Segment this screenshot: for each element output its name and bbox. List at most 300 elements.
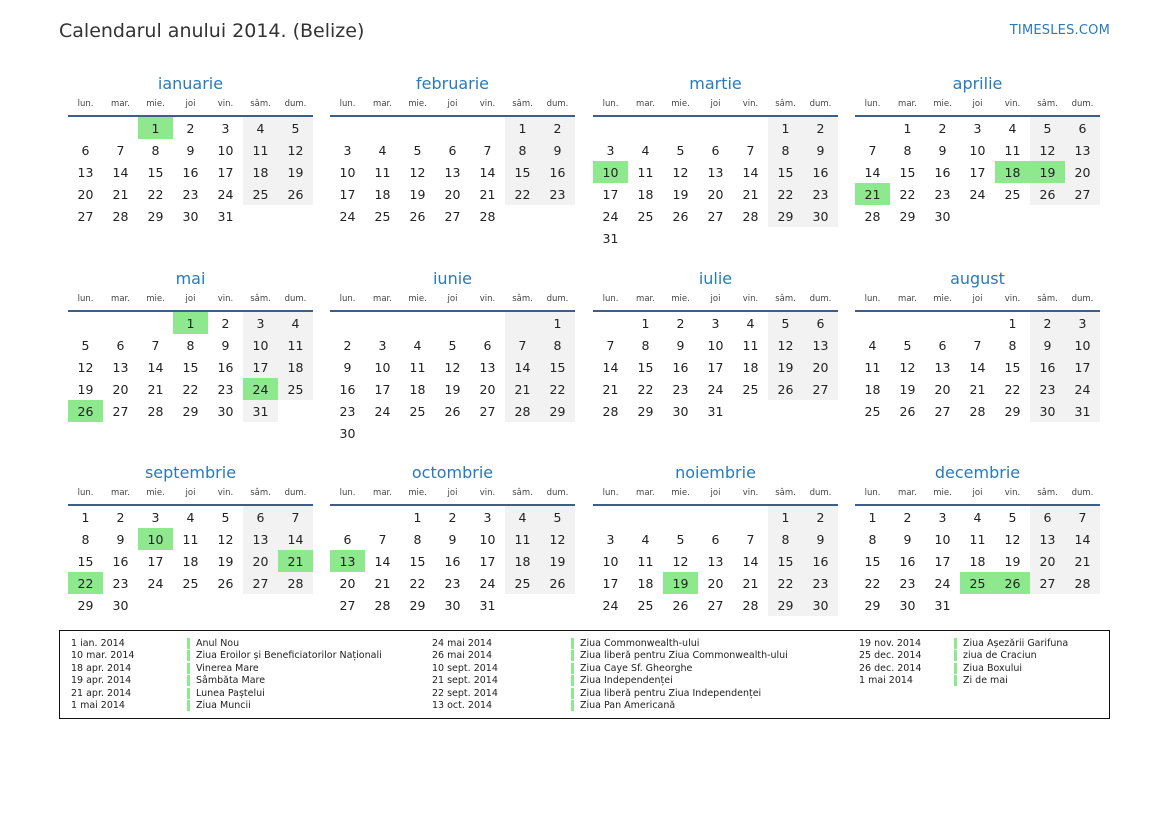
holiday-date: 19 nov. 2014 [859,638,922,649]
day-cell: 31 [217,208,234,224]
weekday-header: mie. [138,292,173,311]
day-cell: 23 [182,186,199,202]
day-cell: 14 [505,356,540,378]
day-cell: 13 [803,334,838,356]
weekday-header: joi [173,486,208,505]
day-cell: 1 [903,120,912,136]
weekday-header: mar. [103,292,138,311]
day-cell: 28 [864,208,881,224]
day-cell: 1 [505,116,540,139]
empty-cell [435,422,470,444]
day-cell: 31 [1065,400,1100,422]
day-cell: 6 [938,337,947,353]
empty-cell [278,400,313,422]
day-cell: 9 [803,528,838,550]
day-cell: 26 [444,403,461,419]
week-row [855,505,1100,528]
weekday-header: vin. [470,486,505,505]
day-cell: 16 [934,164,951,180]
week-row [855,116,1100,139]
day-cell: 23 [934,186,951,202]
day-cell: 29 [77,597,94,613]
day-cell: 24 [707,381,724,397]
holiday-name: ziua de Craciun [963,650,1037,662]
day-cell: 3 [606,142,615,158]
week-row [855,528,1100,550]
weekday-header: joi [960,486,995,505]
week-row [593,505,838,528]
day-cell: 14 [1065,528,1100,550]
day-cell: 6 [81,142,90,158]
day-cell: 21 [278,550,313,572]
week-row [855,594,1100,616]
day-cell: 27 [112,403,129,419]
day-cell: 11 [969,531,986,547]
weekday-header: vin. [733,486,768,505]
day-cell: 9 [676,337,685,353]
day-cell: 5 [903,337,912,353]
day-cell: 17 [243,356,278,378]
day-cell: 7 [1065,505,1100,528]
day-cell: 2 [116,509,125,525]
day-cell: 16 [672,359,689,375]
day-cell: 3 [606,531,615,547]
month-august [855,268,1100,422]
day-cell: 17 [707,359,724,375]
day-cell: 28 [147,403,164,419]
weekday-header: joi [173,292,208,311]
month-februarie [330,73,575,227]
day-cell: 25 [409,403,426,419]
empty-cell [470,311,505,334]
day-cell: 10 [243,334,278,356]
day-cell: 1 [173,311,208,334]
empty-cell [733,400,768,422]
empty-cell [365,311,400,334]
day-cell: 1 [138,116,173,139]
day-cell: 12 [1030,139,1065,161]
day-cell: 10 [593,161,628,183]
day-cell: 4 [868,337,877,353]
weekday-header: joi [698,292,733,311]
week-row [330,550,575,572]
day-cell: 21 [602,381,619,397]
site-link[interactable]: TIMESLES.COM [1009,23,1110,38]
empty-cell [173,594,208,616]
day-cell: 22 [409,575,426,591]
week-row [330,378,575,400]
day-cell: 28 [112,208,129,224]
day-cell: 30 [217,403,234,419]
day-cell: 17 [602,186,619,202]
holiday-date: 25 dec. 2014 [859,650,922,662]
weekday-header: sâm. [1030,97,1065,116]
day-cell: 25 [278,378,313,400]
day-cell: 18 [374,186,391,202]
empty-cell [733,505,768,528]
day-cell: 3 [243,311,278,334]
day-cell: 4 [243,116,278,139]
day-cell: 20 [444,186,461,202]
month-grid [593,486,838,616]
holiday-name: Ziua Eroilor și Beneficiatorilor Naționali [196,650,382,662]
day-cell: 11 [637,164,654,180]
empty-cell [995,594,1030,616]
holiday-marker [954,675,957,686]
month-iulie [593,268,838,422]
month-grid [855,486,1100,616]
holiday-name: Ziua Așezării Garifuna [963,638,1069,649]
empty-cell [698,505,733,528]
day-cell: 26 [768,378,803,400]
day-cell: 13 [243,528,278,550]
holiday-entry [187,688,382,700]
holiday-marker [187,675,190,686]
day-cell: 30 [182,208,199,224]
empty-cell [365,116,400,139]
day-cell: 24 [969,186,986,202]
day-cell: 17 [339,186,356,202]
day-cell: 15 [768,550,803,572]
day-cell: 24 [602,597,619,613]
holiday-name: Anul Nou [196,638,240,649]
weekday-header: vin. [733,292,768,311]
day-cell: 13 [112,359,129,375]
day-cell: 10 [602,553,619,569]
day-cell: 16 [182,164,199,180]
holiday-entry [954,675,1068,687]
day-cell: 26 [1030,183,1065,205]
week-row [68,356,313,378]
empty-cell [960,205,995,227]
day-cell: 11 [864,359,881,375]
week-row [330,334,575,356]
weekday-header: lun. [855,486,890,505]
day-cell: 5 [413,142,422,158]
day-cell: 1 [768,116,803,139]
weekday-header: mie. [663,292,698,311]
weekday-header: lun. [330,486,365,505]
day-cell: 20 [243,550,278,572]
day-cell: 9 [803,139,838,161]
empty-cell [68,116,103,139]
day-cell: 29 [768,594,803,616]
day-cell: 17 [1065,356,1100,378]
empty-cell [768,400,803,422]
day-cell: 19 [409,186,426,202]
week-row [855,139,1100,161]
day-cell: 2 [803,116,838,139]
weekday-header: mie. [925,486,960,505]
weekday-header: mar. [365,292,400,311]
holiday-name: Lunea Paștelui [196,687,265,699]
day-cell: 27 [707,208,724,224]
day-cell: 27 [803,378,838,400]
holiday-name: Ziua Pan Americană [580,699,676,711]
day-cell: 2 [1030,311,1065,334]
day-cell: 8 [151,142,160,158]
holiday-name: Ziua Independenței [580,675,673,687]
day-cell: 3 [711,315,720,331]
day-cell: 24 [243,378,278,400]
week-row [855,205,1100,227]
day-cell: 19 [444,381,461,397]
holiday-name: Ziua Boxului [963,662,1022,674]
empty-cell [365,422,400,444]
month-name: ianuarie [157,74,224,93]
holiday-entry [187,638,382,650]
day-cell: 27 [1065,183,1100,205]
day-cell: 20 [339,575,356,591]
empty-cell [540,594,575,616]
holiday-marker [571,700,574,711]
month-grid [330,486,575,616]
day-cell: 1 [868,509,877,525]
day-cell: 22 [505,183,540,205]
day-cell: 14 [742,164,759,180]
day-cell: 30 [934,208,951,224]
weekday-header: dum. [1065,486,1100,505]
weekday-header: joi [173,97,208,116]
day-cell: 12 [1004,531,1021,547]
holiday-entry [954,650,1068,662]
day-cell: 26 [217,575,234,591]
day-cell: 9 [343,359,352,375]
day-cell: 15 [77,553,94,569]
day-cell: 31 [243,400,278,422]
day-cell: 22 [637,381,654,397]
day-cell: 4 [413,337,422,353]
empty-cell [400,422,435,444]
empty-cell [593,505,628,528]
day-cell: 25 [243,183,278,205]
week-row [593,139,838,161]
day-cell: 12 [672,553,689,569]
week-row [68,311,313,334]
day-cell: 27 [243,572,278,594]
empty-cell [855,311,890,334]
day-cell: 8 [540,334,575,356]
empty-cell [925,311,960,334]
day-cell: 22 [864,575,881,591]
day-cell: 4 [378,142,387,158]
empty-cell [960,594,995,616]
weekday-header: vin. [995,292,1030,311]
day-cell: 20 [479,381,496,397]
day-cell: 1 [641,315,650,331]
day-cell: 22 [768,572,803,594]
holiday-marker [571,638,574,649]
holiday-marker [187,650,190,661]
day-cell: 28 [969,403,986,419]
day-cell: 23 [112,575,129,591]
empty-cell [505,422,540,444]
day-cell: 31 [934,597,951,613]
week-row [855,334,1100,356]
holiday-marker [954,663,957,674]
empty-cell [540,205,575,227]
week-row [855,550,1100,572]
holiday-marker [954,650,957,661]
day-cell: 12 [444,359,461,375]
weekday-header: sâm. [768,292,803,311]
weekday-header: lun. [855,97,890,116]
month-aprilie [855,73,1100,227]
weekday-header: lun. [593,97,628,116]
day-cell: 7 [973,337,982,353]
day-cell: 23 [803,572,838,594]
week-row [68,161,313,183]
day-cell: 20 [112,381,129,397]
weekday-header: joi [960,292,995,311]
holiday-date: 1 mai 2014 [859,675,913,687]
day-cell: 14 [864,164,881,180]
day-cell: 2 [676,315,685,331]
day-cell: 18 [505,550,540,572]
empty-cell [470,422,505,444]
month-decembrie [855,462,1100,616]
empty-cell [1065,594,1100,616]
day-cell: 24 [1065,378,1100,400]
month-grid [330,97,575,227]
day-cell: 20 [934,381,951,397]
day-cell: 4 [973,509,982,525]
day-cell: 8 [413,531,422,547]
week-row [593,378,838,400]
day-cell: 5 [448,337,457,353]
day-cell: 17 [217,164,234,180]
day-cell: 27 [707,597,724,613]
weekday-header: sâm. [505,292,540,311]
holiday-date: 19 apr. 2014 [71,675,132,687]
holiday-marker [571,688,574,699]
month-septembrie [68,462,313,616]
day-cell: 28 [742,208,759,224]
day-cell: 10 [707,337,724,353]
day-cell: 28 [742,597,759,613]
weekday-header: dum. [278,292,313,311]
day-cell: 12 [899,359,916,375]
day-cell: 6 [116,337,125,353]
day-cell: 13 [330,550,365,572]
day-cell: 18 [969,553,986,569]
day-cell: 12 [77,359,94,375]
day-cell: 7 [378,531,387,547]
weekday-header: mar. [365,486,400,505]
day-cell: 30 [672,403,689,419]
empty-cell [803,400,838,422]
day-cell: 17 [374,381,391,397]
holiday-name: Ziua liberă pentru Ziua Commonwealth-ului [580,650,788,662]
day-cell: 5 [221,509,230,525]
weekday-header: dum. [803,486,838,505]
day-cell: 3 [973,120,982,136]
day-cell: 7 [151,337,160,353]
day-cell: 14 [969,359,986,375]
day-cell: 22 [540,378,575,400]
day-cell: 3 [378,337,387,353]
day-cell: 21 [969,381,986,397]
week-row [68,505,313,528]
day-cell: 10 [969,142,986,158]
week-row [593,400,838,422]
day-cell: 7 [606,337,615,353]
week-row [330,505,575,528]
day-cell: 29 [409,597,426,613]
day-cell: 7 [505,334,540,356]
day-cell: 10 [374,359,391,375]
day-cell: 21 [855,183,890,205]
day-cell: 11 [278,334,313,356]
day-cell: 7 [868,142,877,158]
weekday-header: vin. [470,97,505,116]
day-cell: 7 [746,531,755,547]
day-cell: 9 [1030,334,1065,356]
holiday-entry [187,650,382,662]
day-cell: 2 [938,120,947,136]
day-cell: 9 [221,337,230,353]
day-cell: 21 [147,381,164,397]
week-row [330,528,575,550]
month-noiembrie [593,462,838,616]
day-cell: 18 [864,381,881,397]
day-cell: 29 [899,208,916,224]
holiday-entry [187,700,382,712]
holiday-date: 22 sept. 2014 [432,687,498,699]
week-row [68,400,313,422]
day-cell: 10 [479,531,496,547]
day-cell: 16 [803,550,838,572]
day-cell: 11 [505,528,540,550]
day-cell: 19 [663,572,698,594]
holiday-date: 1 mai 2014 [71,699,125,711]
day-cell: 10 [138,528,173,550]
day-cell: 23 [899,575,916,591]
day-cell: 4 [746,315,755,331]
day-cell: 21 [1065,550,1100,572]
day-cell: 21 [112,186,129,202]
day-cell: 9 [448,531,457,547]
day-cell: 20 [77,186,94,202]
day-cell: 3 [221,120,230,136]
day-cell: 16 [339,381,356,397]
day-cell: 23 [444,575,461,591]
week-row [855,311,1100,334]
week-row [593,161,838,183]
day-cell: 8 [768,528,803,550]
day-cell: 13 [707,553,724,569]
day-cell: 4 [186,509,195,525]
month-grid [330,292,575,444]
day-cell: 2 [903,509,912,525]
weekday-header: mie. [925,97,960,116]
day-cell: 25 [864,403,881,419]
empty-cell [733,116,768,139]
empty-cell [103,116,138,139]
day-cell: 21 [374,575,391,591]
day-cell: 11 [243,139,278,161]
weekday-header: vin. [995,486,1030,505]
day-cell: 19 [1004,553,1021,569]
day-cell: 14 [602,359,619,375]
day-cell: 10 [1065,334,1100,356]
weekday-header: mie. [400,486,435,505]
weekday-header: mar. [365,97,400,116]
holiday-date: 26 dec. 2014 [859,662,922,674]
holiday-name: Ziua Commonwealth-ului [580,638,700,649]
day-cell: 30 [112,597,129,613]
day-cell: 21 [742,575,759,591]
